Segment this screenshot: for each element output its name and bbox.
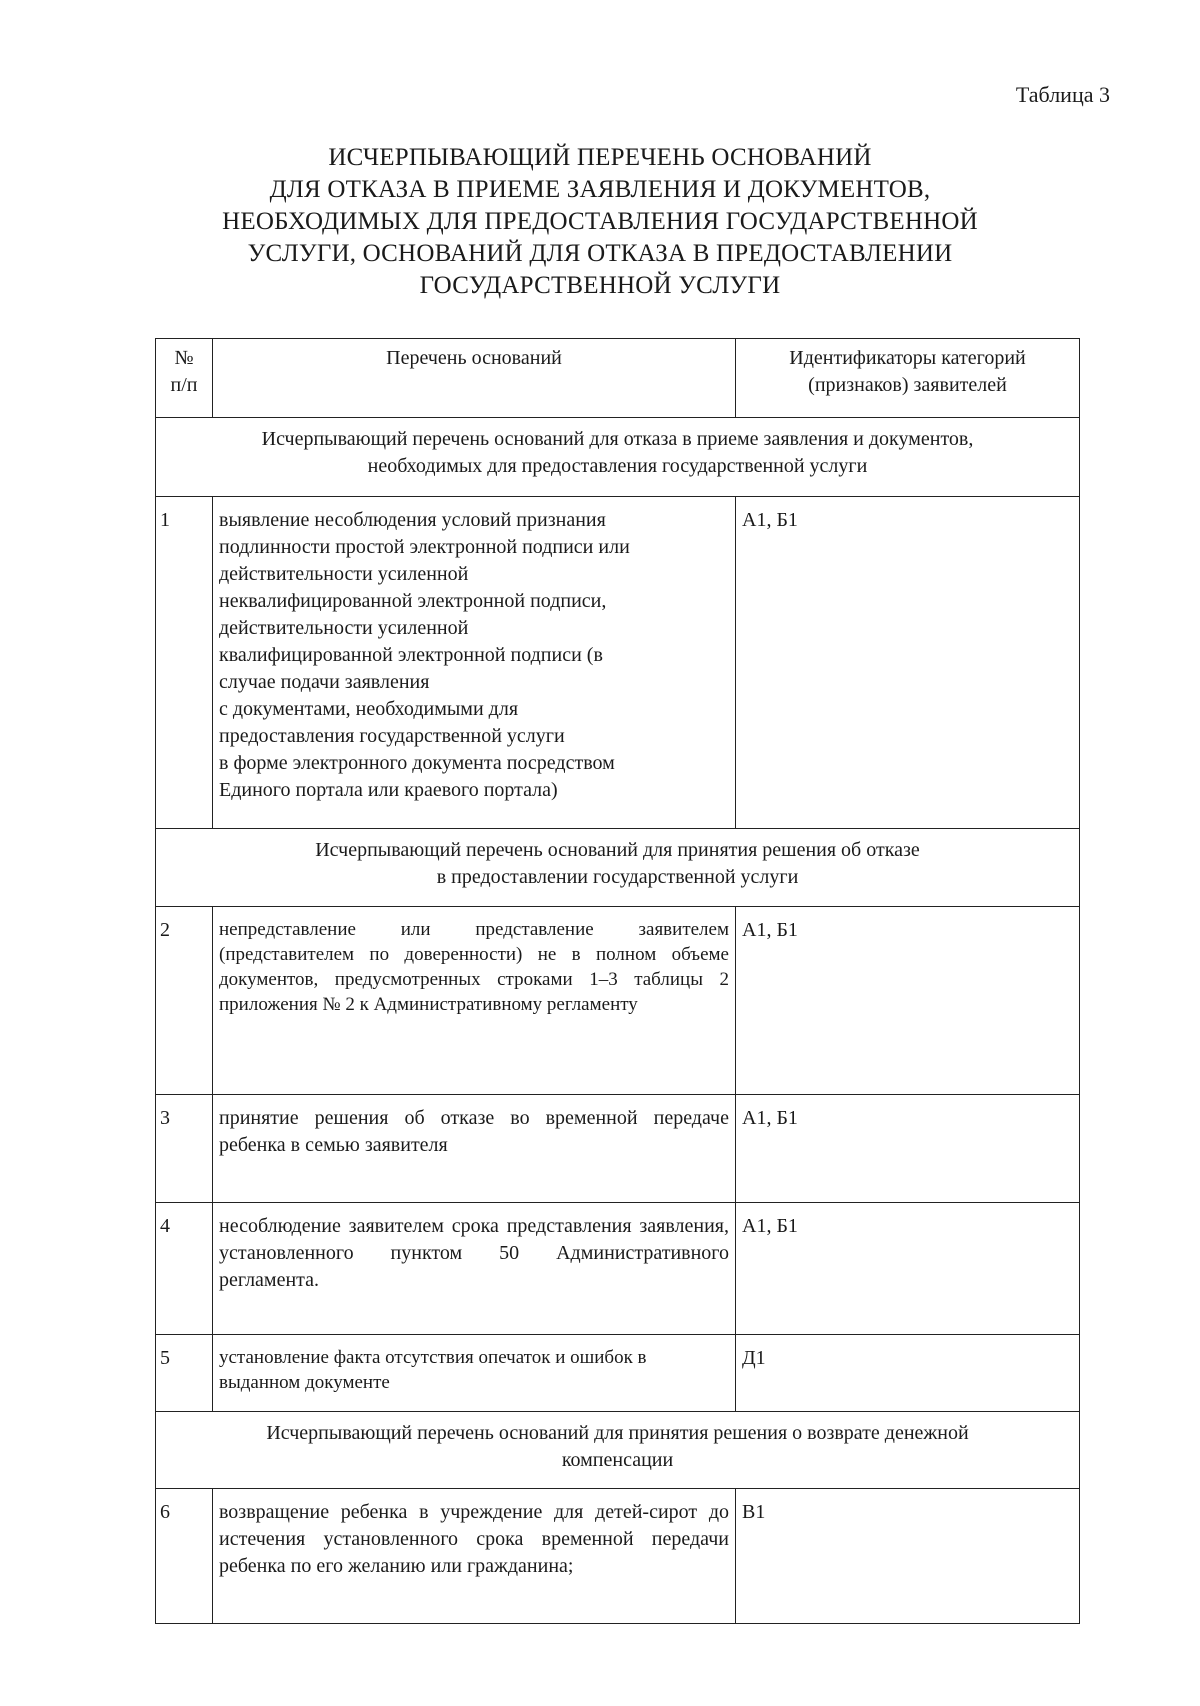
table-number-label: Таблица 3 [1015, 82, 1110, 107]
row-identifiers: В1 [736, 1489, 1080, 1624]
table-header-row [156, 339, 1080, 418]
table-row [156, 1095, 1080, 1203]
row-identifiers: Д1 [736, 1335, 1080, 1412]
row-number: 4 [156, 1203, 213, 1335]
row-number: 1 [156, 497, 213, 829]
title-line: НЕОБХОДИМЫХ ДЛЯ ПРЕДОСТАВЛЕНИЯ ГОСУДАРСТВЕННОЙ [222, 208, 978, 235]
grounds-table [155, 338, 1080, 1624]
title-line: УСЛУГИ, ОСНОВАНИЙ ДЛЯ ОТКАЗА В ПРЕДОСТАВЛЕНИИ [247, 240, 953, 267]
section-heading: Исчерпывающий перечень оснований для принятия решения о возврате денежной компенсации [156, 1412, 1080, 1489]
table-row [156, 907, 1080, 1095]
title-line: ИСЧЕРПЫВАЮЩИЙ ПЕРЕЧЕНЬ ОСНОВАНИЙ [328, 144, 872, 171]
row-identifiers: А1, Б1 [736, 1203, 1080, 1335]
table-row [156, 1489, 1080, 1624]
row-number: 6 [156, 1489, 213, 1624]
header-grounds: Перечень оснований [213, 339, 736, 418]
row-identifiers: А1, Б1 [736, 1095, 1080, 1203]
row-number: 3 [156, 1095, 213, 1203]
section-heading-row [156, 1412, 1080, 1489]
row-grounds-text: несоблюдение заявителем срока представления заявления, установленного пунктом 50 Административного регламента. [213, 1203, 736, 1335]
section-heading-row [156, 829, 1080, 907]
section-heading: Исчерпывающий перечень оснований для отказа в приеме заявления и документов, необходимых для предоставления государственной услуги [156, 418, 1080, 497]
row-grounds-text: возвращение ребенка в учреждение для детей-сирот до истечения установленного срока временной передачи ребенка по его желанию или гражданина; [213, 1489, 736, 1624]
row-number: 2 [156, 907, 213, 1095]
table-row [156, 1203, 1080, 1335]
row-grounds-text: принятие решения об отказе во временной передаче ребенка в семью заявителя [213, 1095, 736, 1203]
section-heading: Исчерпывающий перечень оснований для принятия решения об отказе в предоставлении государственной услуги [156, 829, 1080, 907]
row-grounds-text: непредставление или представление заявителем (представителем по доверенности) не в полном объеме документов, предусмотренных строками 1–3 таблицы 2 приложения № 2 к Административному регламенту [213, 907, 736, 1095]
row-grounds-text: установление факта отсутствия опечаток и ошибок в выданном документе [213, 1335, 736, 1412]
table-row [156, 1335, 1080, 1412]
row-identifiers: А1, Б1 [736, 497, 1080, 829]
document-title [130, 142, 1070, 302]
title-line: ДЛЯ ОТКАЗА В ПРИЕМЕ ЗАЯВЛЕНИЯ И ДОКУМЕНТОВ, [269, 176, 931, 203]
section-heading-row [156, 418, 1080, 497]
table-row [156, 497, 1080, 829]
row-number: 5 [156, 1335, 213, 1412]
row-identifiers: А1, Б1 [736, 907, 1080, 1095]
header-identifiers: Идентификаторы категорий (признаков) заявителей [736, 339, 1080, 418]
header-number: № п/п [156, 339, 213, 418]
title-line: ГОСУДАРСТВЕННОЙ УСЛУГИ [419, 272, 781, 299]
row-grounds-text: выявление несоблюдения условий признания подлинности простой электронной подписи или действительности усиленной неквалифицированной электронной подписи, действительности усиленной квалифицированной электронной подписи (в случае подачи заявления с документами, необходимыми для предоставления государственной услуги в форме электронного документа посредством Единого портала или краевого портала) [213, 497, 736, 829]
